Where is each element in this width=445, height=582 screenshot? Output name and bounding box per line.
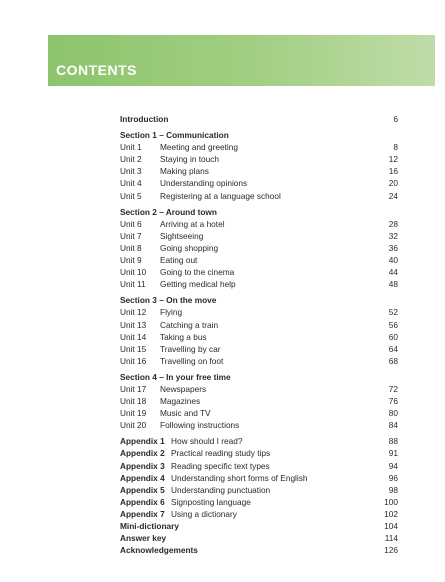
unit-row[interactable] xyxy=(120,254,400,266)
section-heading: Section 1 – Communication xyxy=(120,130,229,141)
unit-row[interactable] xyxy=(120,153,400,165)
unit-title: Newspapers xyxy=(160,383,207,394)
unit-number: Unit 17 xyxy=(120,383,147,394)
unit-row[interactable] xyxy=(120,407,400,419)
unit-number: Unit 5 xyxy=(120,190,142,201)
table-of-contents xyxy=(120,113,400,556)
unit-title: Music and TV xyxy=(160,408,211,419)
unit-title: Eating out xyxy=(160,255,198,266)
unit-row[interactable] xyxy=(120,355,400,367)
unit-row[interactable] xyxy=(120,190,400,202)
unit-page: 72 xyxy=(388,383,398,394)
unit-title: Sightseeing xyxy=(160,230,204,241)
unit-page: 32 xyxy=(388,230,398,241)
unit-page: 24 xyxy=(388,190,398,201)
appendices-list xyxy=(120,435,400,520)
appendix-row[interactable] xyxy=(120,472,400,484)
appendix-title: Using a dictionary xyxy=(171,508,237,519)
unit-number: Unit 19 xyxy=(120,408,147,419)
unit-number: Unit 14 xyxy=(120,331,147,342)
unit-title: Going to the cinema xyxy=(160,267,235,278)
appendix-title: Understanding short forms of English xyxy=(171,472,308,483)
section-heading-row[interactable] xyxy=(120,129,400,141)
appendix-number: Appendix 2 xyxy=(120,448,165,459)
appendix-page: 102 xyxy=(384,508,398,519)
unit-title: Travelling on foot xyxy=(160,355,224,366)
unit-number: Unit 7 xyxy=(120,230,142,241)
unit-title: Flying xyxy=(160,307,183,318)
contents-banner xyxy=(48,35,435,86)
unit-page: 28 xyxy=(388,218,398,229)
unit-row[interactable] xyxy=(120,395,400,407)
back-matter-row[interactable] xyxy=(120,544,400,556)
appendix-number: Appendix 6 xyxy=(120,496,165,507)
unit-row[interactable] xyxy=(120,331,400,343)
appendix-row[interactable] xyxy=(120,508,400,520)
unit-number: Unit 10 xyxy=(120,267,147,278)
unit-page: 8 xyxy=(393,142,398,153)
unit-number: Unit 18 xyxy=(120,396,147,407)
back-matter-page: 104 xyxy=(384,521,398,531)
unit-title: Getting medical help xyxy=(160,279,236,290)
introduction-label: Introduction xyxy=(120,114,169,124)
unit-title: Arriving at a hotel xyxy=(160,218,225,229)
appendix-title: Signposting language xyxy=(171,496,251,507)
unit-number: Unit 1 xyxy=(120,142,142,153)
unit-title: Making plans xyxy=(160,166,209,177)
appendix-row[interactable] xyxy=(120,496,400,508)
appendix-page: 94 xyxy=(388,460,398,471)
unit-title: Registering at a language school xyxy=(160,190,281,201)
unit-row[interactable] xyxy=(120,218,400,230)
unit-number: Unit 8 xyxy=(120,242,142,253)
unit-page: 12 xyxy=(388,154,398,165)
sections-list xyxy=(120,129,400,435)
section-heading: Section 2 – Around town xyxy=(120,206,217,217)
unit-number: Unit 12 xyxy=(120,307,147,318)
unit-page: 80 xyxy=(388,408,398,419)
back-matter-row[interactable] xyxy=(120,520,400,532)
unit-number: Unit 3 xyxy=(120,166,142,177)
unit-number: Unit 20 xyxy=(120,420,147,431)
unit-row[interactable] xyxy=(120,383,400,395)
unit-row[interactable] xyxy=(120,230,400,242)
appendix-number: Appendix 3 xyxy=(120,460,165,471)
toc-introduction-row[interactable] xyxy=(120,113,400,125)
unit-row[interactable] xyxy=(120,177,400,189)
unit-page: 56 xyxy=(388,319,398,330)
unit-number: Unit 15 xyxy=(120,343,147,354)
unit-title: Catching a train xyxy=(160,319,219,330)
appendix-page: 88 xyxy=(388,436,398,447)
appendix-row[interactable] xyxy=(120,460,400,472)
unit-page: 44 xyxy=(388,267,398,278)
unit-number: Unit 4 xyxy=(120,178,142,189)
page-title: CONTENTS xyxy=(56,62,137,78)
appendix-number: Appendix 4 xyxy=(120,472,165,483)
unit-title: Taking a bus xyxy=(160,331,207,342)
appendix-page: 98 xyxy=(388,484,398,495)
unit-number: Unit 16 xyxy=(120,355,147,366)
appendix-number: Appendix 5 xyxy=(120,484,165,495)
back-matter-page: 114 xyxy=(384,533,398,544)
unit-page: 36 xyxy=(388,242,398,253)
appendix-number: Appendix 7 xyxy=(120,508,165,519)
appendix-number: Appendix 1 xyxy=(120,436,165,447)
back-matter-label: Acknowledgements xyxy=(120,545,198,556)
unit-title: Going shopping xyxy=(160,242,219,253)
unit-row[interactable] xyxy=(120,165,400,177)
unit-page: 48 xyxy=(388,279,398,290)
unit-title: Magazines xyxy=(160,396,201,407)
unit-page: 16 xyxy=(388,166,398,177)
unit-row[interactable] xyxy=(120,266,400,278)
back-matter-label: Answer key xyxy=(120,533,167,544)
back-matter-page: 126 xyxy=(384,545,398,556)
section-heading-row[interactable] xyxy=(120,294,400,306)
back-matter-label: Mini-dictionary xyxy=(120,521,180,531)
unit-title: Meeting and greeting xyxy=(160,142,238,153)
appendix-title: Practical reading study tips xyxy=(171,448,271,459)
introduction-page: 6 xyxy=(393,114,398,124)
unit-number: Unit 13 xyxy=(120,319,147,330)
unit-row[interactable] xyxy=(120,242,400,254)
unit-row[interactable] xyxy=(120,343,400,355)
unit-number: Unit 9 xyxy=(120,255,142,266)
unit-page: 64 xyxy=(388,343,398,354)
unit-title: Staying in touch xyxy=(160,154,220,165)
appendix-page: 96 xyxy=(388,472,398,483)
unit-number: Unit 11 xyxy=(120,279,146,290)
unit-page: 76 xyxy=(388,396,398,407)
unit-page: 60 xyxy=(388,331,398,342)
section-heading-row[interactable] xyxy=(120,371,400,383)
unit-page: 52 xyxy=(388,307,398,318)
unit-title: Understanding opinions xyxy=(160,178,248,189)
unit-number: Unit 2 xyxy=(120,154,142,165)
unit-number: Unit 6 xyxy=(120,218,142,229)
appendix-title: Reading specific text types xyxy=(171,460,270,471)
section-heading: Section 4 – In your free time xyxy=(120,371,231,382)
unit-page: 68 xyxy=(388,355,398,366)
unit-row[interactable] xyxy=(120,141,400,153)
unit-title: Following instructions xyxy=(160,420,240,431)
section-heading: Section 3 – On the move xyxy=(120,295,217,306)
unit-page: 84 xyxy=(388,420,398,431)
appendix-row[interactable] xyxy=(120,435,400,447)
unit-row[interactable] xyxy=(120,419,400,431)
back-matter-row[interactable] xyxy=(120,532,400,544)
unit-page: 40 xyxy=(388,255,398,266)
unit-title: Travelling by car xyxy=(160,343,221,354)
appendix-page: 100 xyxy=(384,496,398,507)
unit-page: 20 xyxy=(388,178,398,189)
section-heading-row[interactable] xyxy=(120,206,400,218)
appendix-row[interactable] xyxy=(120,447,400,459)
appendix-row[interactable] xyxy=(120,484,400,496)
unit-row[interactable] xyxy=(120,319,400,331)
appendix-title: How should I read? xyxy=(171,436,243,447)
back-matter-list xyxy=(120,520,400,556)
appendix-page: 91 xyxy=(388,448,398,459)
appendix-title: Understanding punctuation xyxy=(171,484,271,495)
unit-row[interactable] xyxy=(120,278,400,290)
unit-row[interactable] xyxy=(120,306,400,318)
